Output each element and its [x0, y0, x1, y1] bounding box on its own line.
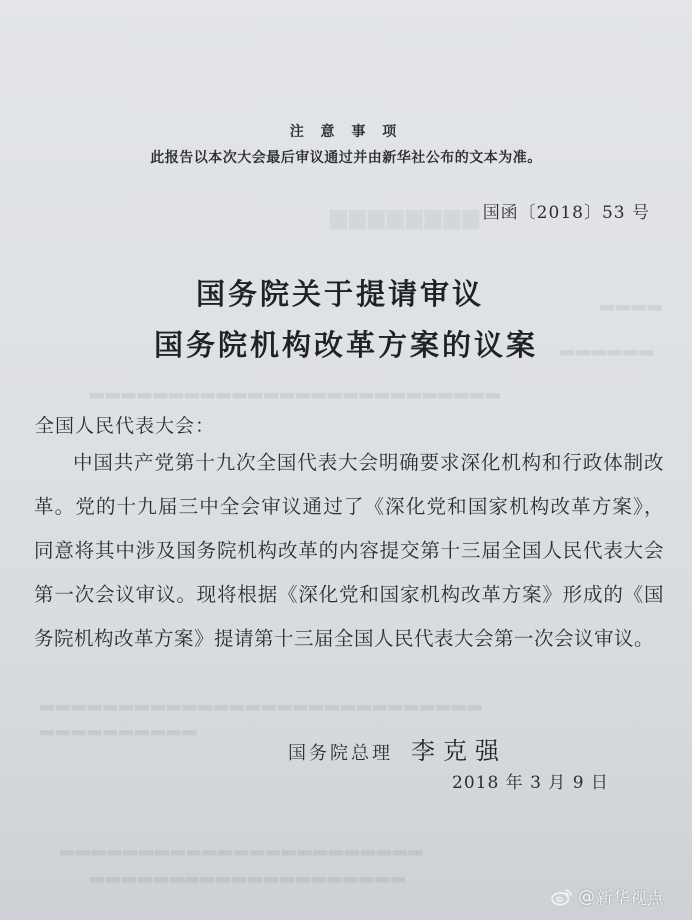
watermark-at: @: [578, 886, 595, 907]
watermark: [551, 884, 664, 909]
weibo-icon: [551, 888, 573, 906]
body-paragraph: 中国共产党第十九次全国代表大会明确要求深化机构和行政体制改革。党的十九届三中全会审议通过了《深化党和国家机构改革方案》，同意将其中涉及国务院机构改革的内容提交第十三届全国人民代表大会第一次会议审议。现将根据《深化党和国家机构改革方案》形成的《国务院机构改革方案》提请第十三届全国人民代表大会第一次会议审议。: [34, 451, 664, 650]
document-number: 国函〔2018〕53 号: [482, 203, 650, 223]
notice-title: 注 意 事 项: [289, 124, 403, 140]
bleed-through-texture: ▂▂▂▂▂▂▂▂▂▂▂▂▂▂▂▂▂▂▂▂▂▂▂▂▂▂▂▂: [40, 690, 484, 711]
bleed-through-texture: ▂▂▂▂▂▂: [560, 335, 656, 356]
bleed-through-texture: ▂▂▂▂▂▂▂▂▂▂▂▂▂▂▂▂▂▂▂▂▂▂▂: [60, 835, 425, 856]
bleed-through-texture: ▂▂▂▂: [600, 290, 664, 311]
signature-block: [288, 731, 507, 766]
signer-name: 李克强: [411, 737, 507, 765]
watermark-text: 新华视点: [596, 889, 664, 909]
bleed-through-texture: ▂▂▂▂▂▂▂▂▂▂▂▂▂▂▂▂▂▂▂▂: [90, 862, 407, 883]
bleed-through-texture: ▂▂▂▂▂▂▂▂▂▂▂▂▂▂▂▂▂▂▂▂▂▂▂▂▂▂: [90, 378, 502, 399]
signer-title: 国务院总理: [288, 743, 393, 764]
document-title-line-1: 国务院关于提请审议: [195, 277, 484, 311]
document-date: 2018 年 3 月 9 日: [452, 773, 609, 793]
document-title-line-2: 国务院机构改革方案的议案: [153, 328, 538, 362]
notice-text: 此报告以本次大会最后审议通过并由新华社公布的文本为准。: [150, 150, 542, 166]
bleed-through-texture: ▆▆▆▆▆▆▆▆: [330, 205, 482, 230]
salutation: 全国人民代表大会：: [35, 415, 216, 437]
bleed-through-texture: ▂▂▂▂▂▂▂▂▂▂: [40, 715, 199, 736]
